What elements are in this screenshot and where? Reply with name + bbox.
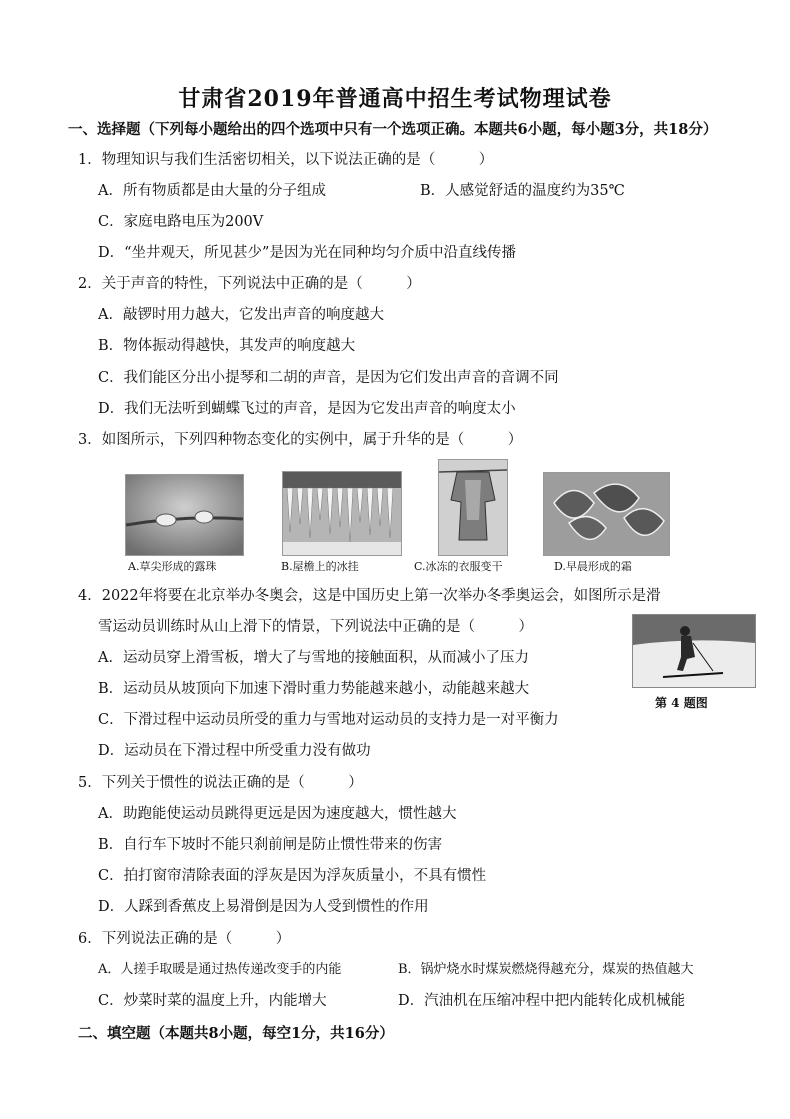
q3-photo-frost xyxy=(543,472,670,556)
q1-option-b: B．人感觉舒适的温度约为35℃ xyxy=(420,183,625,199)
q6-option-b: B．锅炉烧水时煤炭燃烧得越充分，煤炭的热值越大 xyxy=(398,962,694,977)
q2-option-d: D．我们无法听到蝴蝶飞过的声音，是因为它发出声音的响度太小 xyxy=(98,401,516,417)
q4-stem-line-2: 雪运动员训练时从山上滑下的情景，下列说法中正确的是（ ） xyxy=(98,619,533,635)
q4-option-b: B．运动员从坡顶向下加速下滑时重力势能越来越小，动能越来越大 xyxy=(98,681,530,697)
q6-option-c: C．炒菜时菜的温度上升，内能增大 xyxy=(98,993,327,1009)
q6-option-a: A．人搓手取暖是通过热传递改变手的内能 xyxy=(98,962,342,977)
q1-option-c: C．家庭电路电压为200V xyxy=(98,214,264,230)
q3-caption-b: B.屋檐上的冰挂 xyxy=(281,560,359,573)
q2-stem: 2．关于声音的特性，下列说法中正确的是（ ） xyxy=(78,276,421,292)
q4-figure-caption: 第 4 题图 xyxy=(655,696,708,710)
q5-option-d: D．人踩到香蕉皮上易滑倒是因为人受到惯性的作用 xyxy=(98,899,429,915)
q3-photo-frozen-clothes xyxy=(438,459,508,556)
q4-photo-skier xyxy=(632,614,756,688)
q5-stem: 5．下列关于惯性的说法正确的是（ ） xyxy=(78,775,363,791)
q4-stem-line-1: 4．2022年将要在北京举办冬奥会，这是中国历史上第一次举办冬季奥运会，如图所示是滑 xyxy=(78,588,661,604)
q4-option-a: A．运动员穿上滑雪板，增大了与雪地的接触面积，从而减小了压力 xyxy=(98,650,529,666)
q5-option-c: C．拍打窗帘清除表面的浮灰是因为浮灰质量小，不具有惯性 xyxy=(98,868,487,884)
q1-option-a: A．所有物质都是由大量的分子组成 xyxy=(98,183,326,199)
q2-option-b: B．物体振动得越快，其发声的响度越大 xyxy=(98,338,356,354)
section-1-heading: 一、选择题（下列每小题给出的四个选项中只有一个选项正确。本题共6小题，每小题3分，共18分） xyxy=(68,121,718,138)
section-2-heading: 二、填空题（本题共8小题，每空1分，共16分） xyxy=(78,1025,394,1042)
q5-option-a: A．助跑能使运动员跳得更远是因为速度越大，惯性越大 xyxy=(98,806,457,822)
q3-caption-d: D.早晨形成的霜 xyxy=(554,560,632,573)
q6-stem: 6．下列说法正确的是（ ） xyxy=(78,931,291,947)
page-title: 甘肃省2019年普通高中招生考试物理试卷 xyxy=(178,86,612,112)
q4-option-d: D．运动员在下滑过程中所受重力没有做功 xyxy=(98,743,371,759)
q3-photo-dew xyxy=(125,474,244,556)
q1-option-d: D．“坐井观天，所见甚少”是因为光在同种均匀介质中沿直线传播 xyxy=(98,245,516,261)
q3-caption-c: C.冰冻的衣服变干 xyxy=(414,560,503,573)
q3-stem: 3．如图所示，下列四种物态变化的实例中，属于升华的是（ ） xyxy=(78,432,523,448)
q2-option-a: A．敲锣时用力越大，它发出声音的响度越大 xyxy=(98,307,384,323)
q3-caption-a: A.草尖形成的露珠 xyxy=(128,560,217,573)
q3-photo-icicles xyxy=(282,471,402,556)
q5-option-b: B．自行车下坡时不能只刹前闸是防止惯性带来的伤害 xyxy=(98,837,443,853)
q6-option-d: D．汽油机在压缩冲程中把内能转化成机械能 xyxy=(398,993,686,1009)
q2-option-c: C．我们能区分出小提琴和二胡的声音，是因为它们发出声音的音调不同 xyxy=(98,370,559,386)
q4-option-c: C．下滑过程中运动员所受的重力与雪地对运动员的支持力是一对平衡力 xyxy=(98,712,559,728)
q1-stem: 1．物理知识与我们生活密切相关，以下说法正确的是（ ） xyxy=(78,152,494,168)
